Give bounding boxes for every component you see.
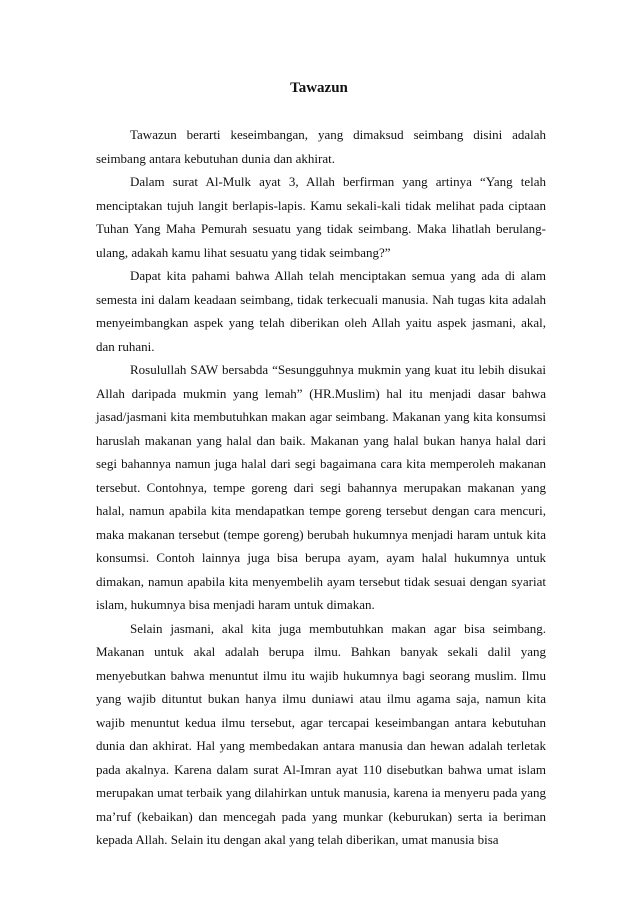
paragraph-akal: Selain jasmani, akal kita juga membutuhkan makan agar bisa seimbang. Makanan untuk akal adalah berupa ilmu. Bahkan banyak sekali dalil yang menyebutkan bahwa menuntut ilmu itu wajib hukumnya bagi seorang muslim. Ilmu yang wajib dituntut bukan hanya ilmu duniawi atau ilmu agama saja, namun kita wajib menuntut kedua ilmu tersebut, agar tercapai keseimbangan antara kebutuhan dunia dan akhirat. Hal yang membedakan antara manusia dan hewan adalah terletak pada akalnya. Karena dalam surat Al-Imran ayat 110 disebutkan bahwa umat islam merupakan umat terbaik yang dilahirkan untuk manusia, karena ia menyeru pada yang ma’ruf (kebaikan) dan mencegah pada yang munkar (keburukan) serta ia beriman kepada Allah. Selain itu dengan akal yang telah diberikan, umat manusia bisa: [96, 620, 546, 847]
document-body: [96, 123, 546, 852]
paragraph-jasmani: Rosulullah SAW bersabda “Sesungguhnya mukmin yang kuat itu lebih disukai Allah daripada mukmin yang lemah” (HR.Muslim) hal itu menjadi dasar bahwa jasad/jasmani kita membutuhkan makan agar seimbang. Makanan yang kita konsumsi haruslah makanan yang halal dan baik. Makanan yang halal bukan hanya halal dari segi bahannya namun juga halal dari segi bagaimana cara kita memperoleh makanan tersebut. Contohnya, tempe goreng dari segi bahannya merupakan makanan yang halal, namun apabila kita mendapatkan tempe goreng tersebut dengan cara mencuri, maka makanan tersebut (tempe goreng) berubah hukumnya menjadi haram untuk kita konsumsi. Contoh lainnya juga bisa berupa ayam, ayam halal hukumnya untuk dimakan, namun apabila kita menyembelih ayam tersebut tidak sesuai dengan syariat islam, hukumnya bisa menjadi haram untuk dimakan.: [96, 362, 546, 612]
paragraph-creation-balance: Dapat kita pahami bahwa Allah telah menciptakan semua yang ada di alam semesta ini dalam keadaan seimbang, tidak terkecuali manusia. Nah tugas kita adalah menyeimbangkan aspek yang telah diberikan oleh Allah yaitu aspek jasmani, akal, dan ruhani.: [96, 268, 546, 354]
paragraph-definition: Tawazun berarti keseimbangan, yang dimaksud seimbang disini adalah seimbang antara kebutuhan dunia dan akhirat.: [96, 127, 546, 166]
paragraph-al-mulk: Dalam surat Al-Mulk ayat 3, Allah berfirman yang artinya “Yang telah menciptakan tujuh langit berlapis-lapis. Kamu sekali-kali tidak melihat pada ciptaan Tuhan Yang Maha Pemurah sesuatu yang tidak seimbang. Maka lihatlah berulang-ulang, adakah kamu lihat sesuatu yang tidak seimbang?”: [96, 174, 546, 260]
document-title: Tawazun: [290, 80, 348, 96]
